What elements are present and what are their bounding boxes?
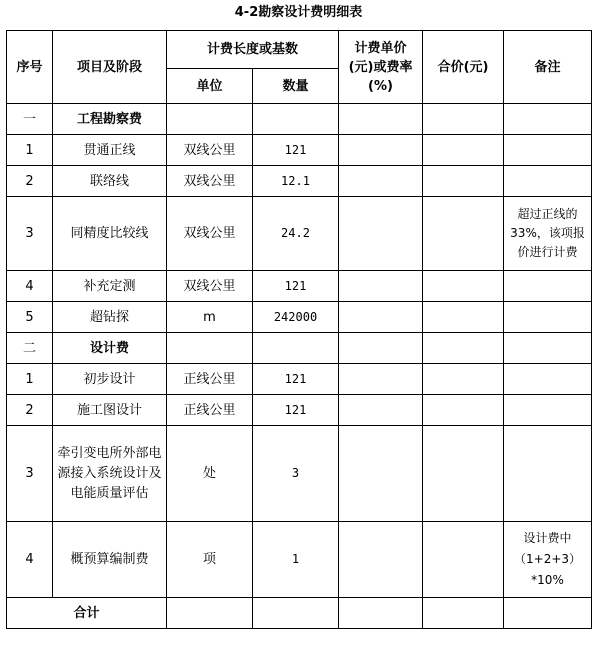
row-total [423, 135, 504, 166]
row-item: 贯通正线 [53, 135, 167, 166]
header-seq: 序号 [7, 31, 53, 104]
row-qty: 121 [253, 395, 339, 426]
row-item: 补充定测 [53, 271, 167, 302]
header-note: 备注 [504, 31, 592, 104]
header-price [339, 31, 423, 104]
table-row [7, 302, 592, 333]
row-total [423, 395, 504, 426]
row-item: 初步设计 [53, 364, 167, 395]
row-price [339, 522, 423, 598]
header-price-line3: (%) [368, 78, 393, 94]
row-item: 同精度比较线 [53, 197, 167, 271]
row-unit: m [167, 302, 253, 333]
row-seq: 3 [7, 197, 53, 271]
row-qty: 1 [253, 522, 339, 598]
header-price-line2: (元)或费率 [348, 59, 413, 75]
header-price-line1: 计费单价 [354, 40, 407, 56]
row-unit: 正线公里 [167, 395, 253, 426]
row-item: 施工图设计 [53, 395, 167, 426]
section-name: 工程勘察费 [53, 104, 167, 135]
row-unit: 双线公里 [167, 166, 253, 197]
row-item: 牵引变电所外部电源接入系统设计及电能质量评估 [53, 426, 167, 522]
row-total [423, 302, 504, 333]
row-price [339, 166, 423, 197]
row-price [339, 302, 423, 333]
row-note: 设计费中（1+2+3）*10% [504, 522, 592, 598]
row-seq: 4 [7, 522, 53, 598]
row-total [423, 364, 504, 395]
row-qty: 121 [253, 135, 339, 166]
row-total [423, 271, 504, 302]
row-qty: 3 [253, 426, 339, 522]
row-unit: 正线公里 [167, 364, 253, 395]
row-seq: 5 [7, 302, 53, 333]
row-price [339, 395, 423, 426]
row-seq: 1 [7, 364, 53, 395]
table-row [7, 135, 592, 166]
row-unit: 双线公里 [167, 271, 253, 302]
table-row [7, 426, 592, 522]
table-row [7, 197, 592, 271]
row-total [423, 197, 504, 271]
row-note [504, 271, 592, 302]
row-unit: 处 [167, 426, 253, 522]
total-label: 合计 [7, 598, 167, 629]
row-item: 联络线 [53, 166, 167, 197]
header-unit: 单位 [167, 69, 253, 104]
row-note [504, 426, 592, 522]
row-seq: 2 [7, 166, 53, 197]
header-basis: 计费长度或基数 [167, 31, 339, 69]
row-price [339, 364, 423, 395]
section-row [7, 333, 592, 364]
header-total: 合价(元) [423, 31, 504, 104]
table-row [7, 166, 592, 197]
row-price [339, 197, 423, 271]
header-qty: 数量 [253, 69, 339, 104]
table-row [7, 271, 592, 302]
section-seq: 一 [7, 104, 53, 135]
row-seq: 3 [7, 426, 53, 522]
row-qty: 121 [253, 364, 339, 395]
row-seq: 1 [7, 135, 53, 166]
row-unit: 项 [167, 522, 253, 598]
row-unit: 双线公里 [167, 197, 253, 271]
row-total [423, 426, 504, 522]
section-row [7, 104, 592, 135]
row-seq: 2 [7, 395, 53, 426]
table-title: 4-2勘察设计费明细表 [234, 5, 363, 20]
row-item: 概预算编制费 [53, 522, 167, 598]
row-qty: 12.1 [253, 166, 339, 197]
table-row [7, 395, 592, 426]
table-row [7, 364, 592, 395]
header-item: 项目及阶段 [53, 31, 167, 104]
row-note [504, 364, 592, 395]
section-name: 设计费 [53, 333, 167, 364]
row-note [504, 395, 592, 426]
row-total [423, 166, 504, 197]
row-qty: 242000 [253, 302, 339, 333]
header-row [7, 31, 592, 69]
row-qty: 121 [253, 271, 339, 302]
row-note [504, 166, 592, 197]
total-row [7, 598, 592, 629]
fee-detail-table [6, 30, 592, 629]
table-row [7, 522, 592, 598]
row-item: 超钻探 [53, 302, 167, 333]
row-note [504, 302, 592, 333]
row-seq: 4 [7, 271, 53, 302]
row-price [339, 426, 423, 522]
row-unit: 双线公里 [167, 135, 253, 166]
row-total [423, 522, 504, 598]
row-note: 超过正线的33%，该项报价进行计费 [504, 197, 592, 271]
row-price [339, 271, 423, 302]
row-qty: 24.2 [253, 197, 339, 271]
section-seq: 二 [7, 333, 53, 364]
row-price [339, 135, 423, 166]
row-note [504, 135, 592, 166]
